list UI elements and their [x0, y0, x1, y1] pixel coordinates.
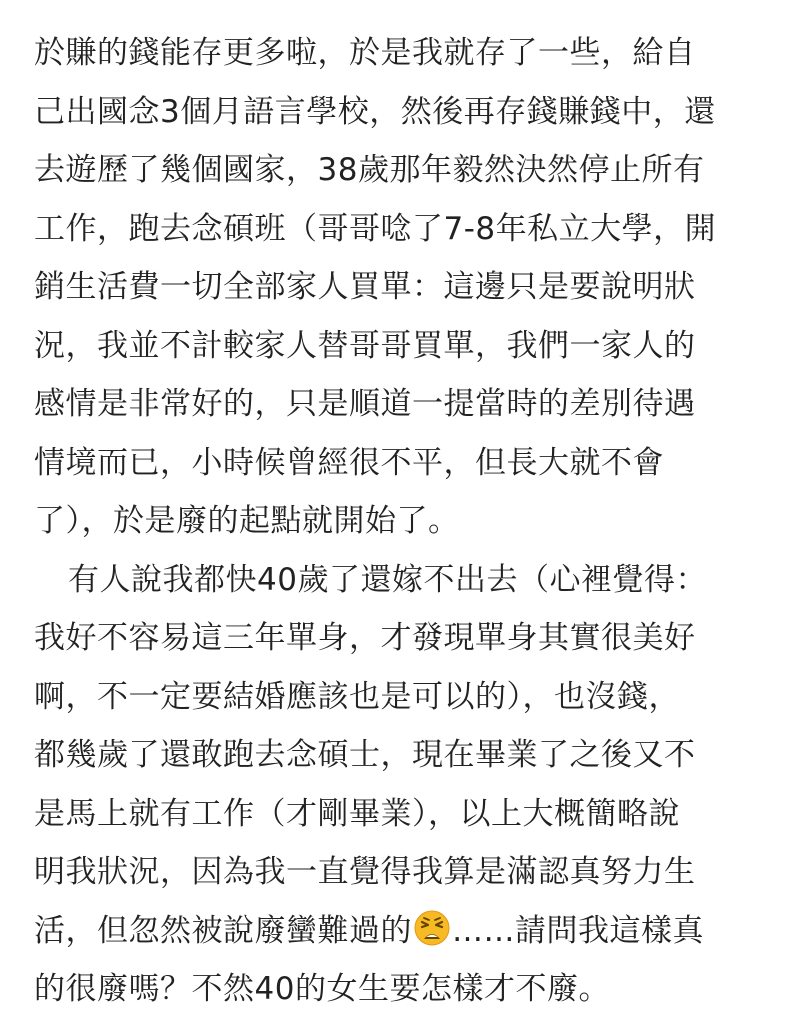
post-text-line: 感情是非常好的，只是順道一提當時的差別待遇: [34, 386, 696, 422]
emoji-following-text: ……請問我這樣真: [452, 912, 704, 949]
post-text-line: 的很廢嗎？不然40的女生要怎樣才不廢。: [34, 971, 610, 1007]
post-text-line: 明我狀況，因為我一直覺得我算是滿認真努力生: [34, 854, 696, 890]
cropped-next-line: [34, 1016, 774, 1024]
post-text-line: 了），於是廢的起點就開始了。: [34, 503, 460, 539]
post-text-line: 去遊歷了幾個國家，38歲那年毅然決然停止所有: [34, 152, 705, 188]
post-body-text: [34, 24, 794, 1019]
paragraph-start-line: 有人說我都快40歲了還嫁不出去（心裡覺得：: [68, 561, 707, 598]
post-text-line: 己出國念3個月語言學校，然後再存錢賺錢中，還: [34, 93, 716, 130]
post-text-line: 銷生活費一切全部家人買單：這邊只是要說明狀: [34, 269, 696, 305]
post-text-line: 工作，跑去念碩班（哥哥唸了7-8年私立大學，開: [34, 210, 717, 247]
post-text-line: 於賺的錢能存更多啦，於是我就存了一些，給自: [34, 35, 696, 71]
tired-face-emoji-icon: [414, 910, 450, 946]
post-text-line: 情境而已，小時候曾經很不平，但長大就不會: [34, 444, 664, 481]
post-text-line: 我好不容易這三年單身，才發現單身其實很美好: [34, 620, 696, 656]
post-text-line: 是馬上就有工作（才剛畢業），以上大概簡略說: [34, 795, 680, 832]
post-text-line-with-emoji: [34, 902, 794, 961]
post-text-line: 都幾歲了還敢跑去念碩士，現在畢業了之後又不: [34, 737, 696, 773]
emoji-preceding-text: 活，但忽然被說廢蠻難過的: [34, 912, 412, 949]
post-text-line: 況，我並不計較家人替哥哥買單，我們一家人的: [34, 327, 696, 364]
post-text-line: 啊，不一定要結婚應該也是可以的），也沒錢，: [34, 678, 680, 715]
